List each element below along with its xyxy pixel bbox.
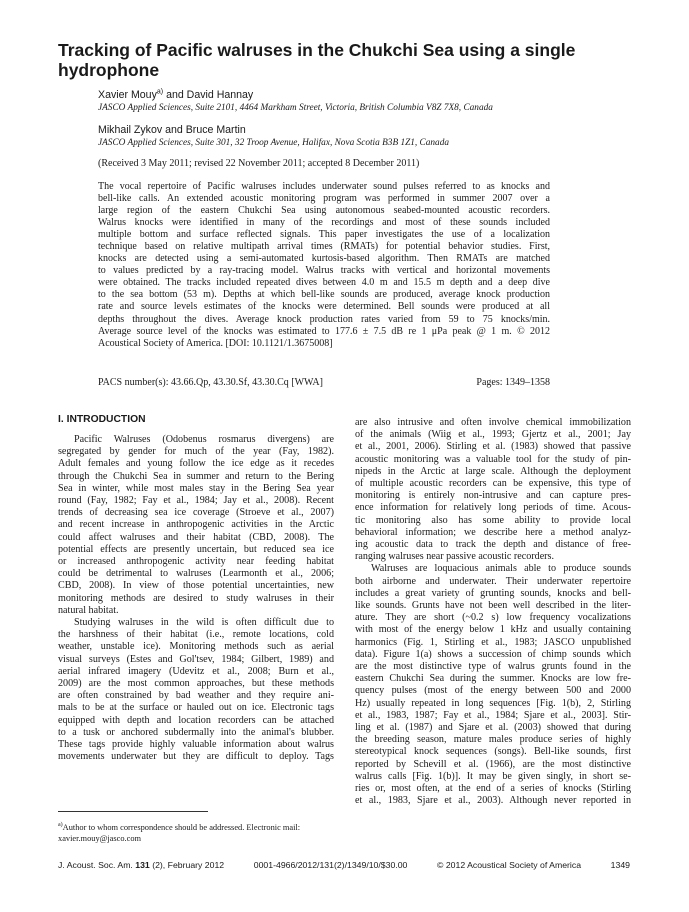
text-line: behavioral information; we describe here a method analyz- [355, 526, 631, 538]
text-line: visual surveys (Estes and Gol'tsev, 1984; Gilbert, 1989) and [58, 653, 334, 665]
page-range: Pages: 1349–1358 [476, 377, 550, 388]
text-line: ries or, most often, at the end of a series of knocks (Stirling [355, 783, 631, 795]
text-line: both airborne and underwater. Their underwater repertoire [355, 575, 631, 587]
text-line: Walruses are loquacious animals able to produce sounds [371, 563, 631, 575]
text-line: could be detrimental to walruses (Learmonth et al., 2006; [58, 568, 334, 580]
abstract [98, 181, 550, 350]
pacs-numbers: PACS number(s): 43.66.Qp, 43.30.Sf, 43.30.Cq [WWA] [98, 377, 323, 388]
text-line: round (Fay, 1982; Fay et al., 1984; Jay et al., 2008). Recent [58, 495, 334, 507]
article-title: Tracking of Pacific walruses in the Chukchi Sea using a single hydrophone [58, 40, 576, 80]
text-line: quency pulses (most of the energy between 500 and 2000 [355, 685, 631, 697]
text-line: ranging walruses near passive acoustic recorders. [355, 551, 554, 563]
abstract-line: to the sea bottom (53 m). Depths at which bell-like sounds are produced, average knock production [98, 289, 550, 301]
text-line: are often constrained by bad weather and they require ani- [58, 690, 334, 702]
text-line: aerial infrared imagery (Udevitz et al., 2008; Burn et al., [58, 665, 334, 677]
text-line: nipeds in the Arctic at large scale. Although the deployment [355, 465, 631, 477]
author-line-1 [98, 89, 253, 102]
text-line: tic monitoring also has some ability to provide local [355, 514, 631, 526]
abstract-line: to values predicted by a ray-tracing model. Walrus tracks with vertical and horizontal movements [98, 265, 550, 277]
text-line: of multiple acoustic recorders can be expensive, this type of [355, 478, 631, 490]
page-number: 1349 [610, 860, 630, 870]
text-line: and recent increase in anthropogenic activities in the Arctic [58, 519, 334, 531]
abstract-line: Average source level of the knocks was estimated to 177.6 ± 7.5 dB re 1 μPa peak @ 1 m. © 2012 [98, 325, 550, 337]
journal-ref [58, 860, 224, 871]
text-line: Adult females and young follow the ice edge as it recedes [58, 458, 334, 470]
text-line: through the Chukchi Sea in summer and return to the Bering [58, 470, 334, 482]
abstract-line: Acoustical Society of America. [DOI: 10.1121/1.3675008] [98, 337, 333, 349]
affiliation-1: JASCO Applied Sciences, Suite 2101, 4464 Markham Street, Victoria, British Columbia V8Z 7X8, Canada [98, 103, 493, 113]
text-line: are the most distinctive type of walrus grunts found in the [355, 661, 631, 673]
footnote [58, 823, 334, 844]
text-line: et al., 2001, 2006). Stirling et al. (1983) showed that passive [355, 441, 631, 453]
text-line: Pacific Walruses (Odobenus rosmarus divergens) are [74, 434, 334, 445]
text-line: Hz) usually repeated in long sequences [Fig. 1(b), 2, Stirling [355, 697, 631, 709]
text-line: eastern Chukchi Sea during the summer. Knocks are low fre- [355, 673, 631, 685]
text-line: et al., 1983, 1987; Fay et al., 1984; Sjare et al., 2003]. Stir- [355, 709, 631, 721]
text-line: segregated by gender for much of the year (Fay, 1982). [58, 446, 334, 458]
text-line: mals to be at the surface or hauled out on ice. Electronic tags [58, 702, 334, 714]
abstract-line: technique based on relative multipath arrival times (RMATs) for potential behavior studies. First, [98, 241, 550, 253]
text-line: movements underwater but they are difficult to deploy. Tags [58, 751, 334, 763]
page-footer [58, 860, 630, 871]
author-footnote-mark[interactable]: a) [156, 88, 164, 96]
text-line: acoustic monitoring was a valuable tool for the study of pin- [355, 453, 631, 465]
abstract-line: knocks are detected using a semi-automated kurtosis-based algorithm. Then RMATs are matched [98, 253, 550, 265]
abstract-line: The vocal repertoire of Pacific walruses includes underwater sound pulses referred to as knocks and [98, 181, 550, 192]
text-line: the harshness of their habitat (i.e., remote locations, cold [58, 629, 334, 641]
text-line: ing acoustic data to track the depth and distance of free- [355, 539, 631, 551]
text-line: monitoring is entirely non-intrusive and can capture pres- [355, 490, 631, 502]
text-line: These tags provide highly valuable information about walrus [58, 739, 334, 751]
text-line: trends of decreasing sea ice coverage (Stroeve et al., 2007) [58, 507, 334, 519]
left-column [58, 413, 334, 763]
text-line: 2009) are the most common approaches, but these methods [58, 678, 334, 690]
right-column [355, 417, 631, 808]
text-line: includes a great variety of grunting sounds, knocks and bell- [355, 587, 631, 599]
abstract-line: depths throughout the dives. Average knock production rates varied from 59 to 75 knocks/min. [98, 313, 550, 325]
text-line: stereotypical knock sequences (songs). Bell-like sounds, first [355, 746, 631, 758]
text-line: monitoring methods are desired to study walruses in their [58, 592, 334, 604]
text-line: weather, unstable ice). Monitoring methods such as aerial [58, 641, 334, 653]
text-line: CBD, 2008). In view of those potential uncertainties, new [58, 580, 334, 592]
text-line: are also intrusive and often involve chemical immobilization [355, 417, 631, 428]
author-names: Xavier Mouy [98, 89, 157, 101]
abstract-line: large region of the eastern Chukchi Sea using autonomous seabed-mounted acoustic recorders. [98, 205, 550, 217]
journal-volume: 131 [135, 860, 150, 870]
text-line: Sea in winter, while most males stay in the Bering Sea year [58, 482, 334, 494]
abstract-line: Walrus knocks were identified in many of the recordings and most of these sounds included [98, 217, 550, 229]
text-line: data). Figure 1(a) shows a succession of chimp sounds which [355, 648, 631, 660]
text-line: Studying walruses in the wild is often difficult due to [74, 617, 334, 629]
text-line: reported by Schevill et al. (1966), are the most distinctive [355, 758, 631, 770]
footnote-mark: a) [58, 822, 63, 829]
abstract-line: rate and source levels estimates of the knocks were determined. Bell sounds were produced at all [98, 301, 550, 313]
text-line: walrus calls [Fig. 1(b)]. It may be given singly, in short se- [355, 770, 631, 782]
text-line: potential effects are presently uncertain, but reduced sea ice [58, 543, 334, 555]
journal-code: 0001-4966/2012/131(2)/1349/10/$30.00 [253, 860, 408, 870]
text-line: equipped with depth and location recorders can be attached [58, 714, 334, 726]
journal-issue: (2), February 2012 [152, 860, 225, 870]
author-line-2 [98, 124, 246, 137]
author-names-suffix: and David Hannay [163, 89, 254, 101]
journal-name: J. Acoust. Soc. Am. [58, 860, 133, 870]
received-dates: (Received 3 May 2011; revised 22 November 2011; accepted 8 December 2011) [98, 158, 420, 169]
footnote-text: Author to whom correspondence should be addressed. Electronic mail: [62, 823, 301, 832]
affiliation-2: JASCO Applied Sciences, Suite 301, 32 Troop Avenue, Halifax, Nova Scotia B3B 1Z1, Canada [98, 138, 450, 148]
right-column-body [355, 417, 631, 808]
abstract-line: multiple bottom and surface reflected signals. This paper investigates the use of a localization [98, 229, 550, 241]
text-line: to a tusk or anchored subdermally into the animal's blubber. [58, 726, 334, 738]
pacs-line [98, 377, 550, 389]
text-line: with most of the energy below 1 kHz and usually containing [355, 624, 631, 636]
text-line: et al., 1983, Sjare et al., 2003). Although never reported in [355, 795, 631, 807]
text-line: natural habitat. [58, 604, 119, 616]
footnote-email[interactable]: xavier.mouy@jasco.com [58, 833, 142, 843]
text-line: ling et al. (1987) and Sjare et al. (2003) showed that during [355, 722, 631, 734]
footnote-rule [58, 811, 208, 812]
abstract-line: were obtained. The tracks included repeated dives between 4.0 m and 15.5 m depth and a deep dive [98, 277, 550, 289]
text-line: harmonics (Fig. 1, Stirling et al., 1983; JASCO unpublished [355, 636, 631, 648]
text-line: the breeding season, mature males produce series of highly [355, 734, 631, 746]
copyright: © 2012 Acoustical Society of America [437, 860, 582, 870]
text-line: ence information for relatively long periods of time. Acous- [355, 502, 631, 514]
abstract-line: bell-like calls. An extended acoustic monitoring program was performed in summer 2007 over a [98, 193, 550, 205]
text-line: of the animals (Wiig et al., 1993; Gjertz et al., 2001; Jay [355, 429, 631, 441]
text-line: ature. They are short (~0.2 s) low frequency vocalizations [355, 612, 631, 624]
section-heading: I. INTRODUCTION [58, 414, 146, 425]
left-column-body [58, 434, 334, 763]
text-line: could affect walruses and their habitat (CBD, 2008). The [58, 531, 334, 543]
text-line: like sounds. Grunts have not been well described in the liter- [355, 600, 631, 612]
author-names: Mikhail Zykov and Bruce Martin [98, 124, 246, 136]
text-line: or increased anthropogenic activity near feeding habitat [58, 556, 334, 568]
